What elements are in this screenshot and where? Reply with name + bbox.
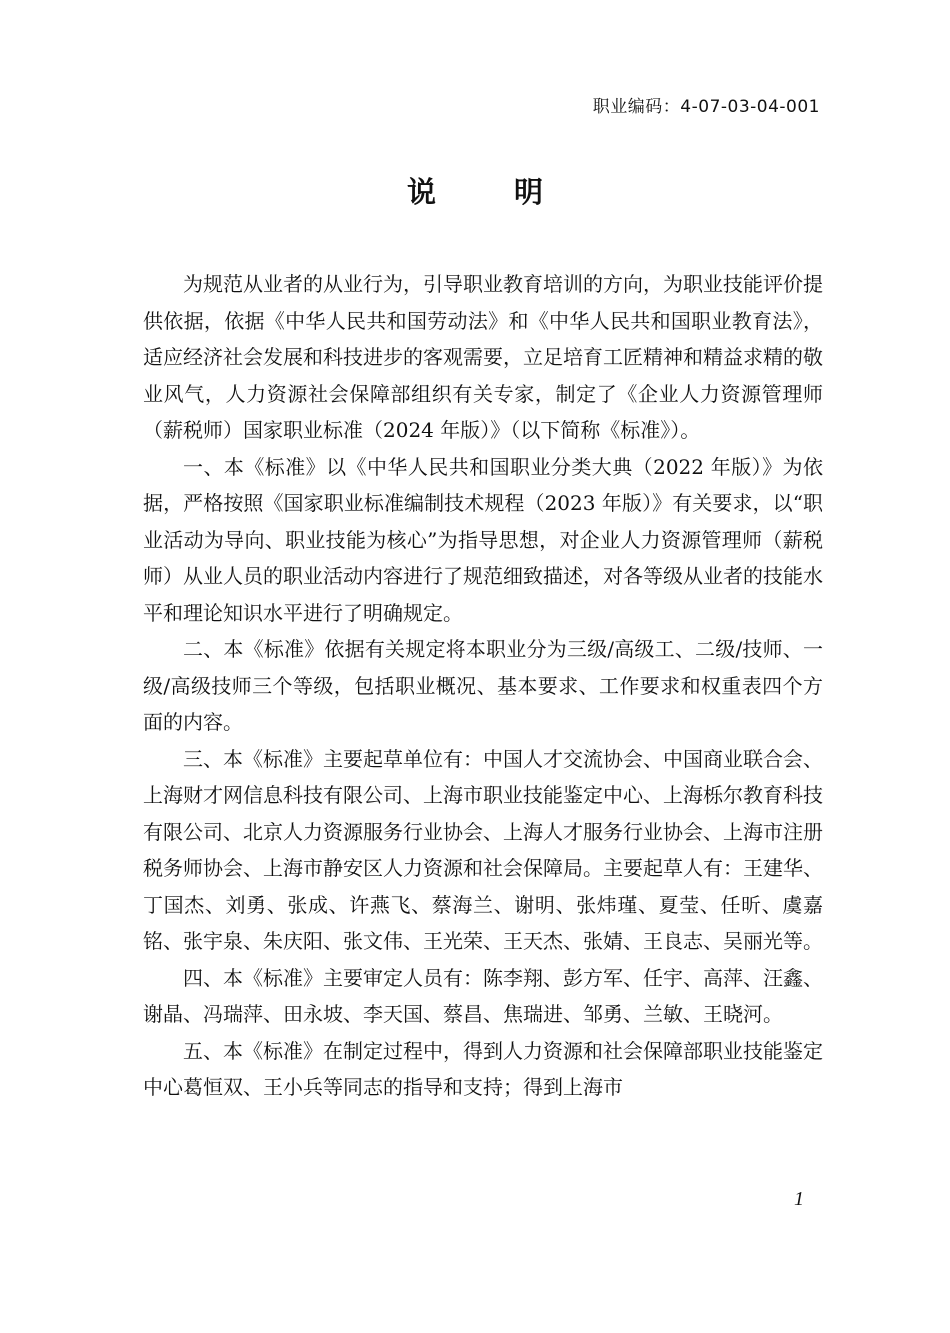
paragraph-2: 二、本《标准》依据有关规定将本职业分为三级/高级工、二级/技师、一级/高级技师三个等级，包括职业概况、基本要求、工作要求和权重表四个方面的内容。 xyxy=(143,637,823,734)
paragraph-3: 三、本《标准》主要起草单位有：中国人才交流协会、中国商业联合会、上海财才网信息科技有限公司、上海市职业技能鉴定中心、上海栎尔教育科技有限公司、北京人力资源服务行业协会、上海人才服务行业协会、上海市注册税务师协会、上海市静安区人力资源和社会保障局。主要起草人有：王建华、丁国杰、刘勇、张成、许燕飞、蔡海兰、谢明、张炜瑾、夏莹、任昕、虞嘉铭、张宇泉、朱庆阳、张文伟、王光荣、王天杰、张婧、王良志、吴丽光等。 xyxy=(143,746,823,953)
paragraph-5: 五、本《标准》在制定过程中，得到人力资源和社会保障部职业技能鉴定中心葛恒双、王小兵等同志的指导和支持；得到上海市 xyxy=(143,1038,823,1099)
title-char-2: 明 xyxy=(514,175,544,209)
paragraph-1: 一、本《标准》以《中华人民共和国职业分类大典（2022 年版）》为依据，严格按照《国家职业标准编制技术规程（2023 年版）》有关要求，以“职业活动为导向、职业技能为核心”为指导思想，对企业人力资源管理师（薪税师）从业人员的职业活动内容进行了规范细致描述，对各等级从业者的技能水平和理论知识水平进行了明确规定。 xyxy=(143,454,823,625)
occupation-code: 职业编码：4-07-03-04-001 xyxy=(592,97,820,117)
body-text xyxy=(143,266,823,1106)
page-title xyxy=(0,170,950,211)
title-char-1: 说 xyxy=(406,175,436,209)
page-number: 1 xyxy=(794,1188,804,1210)
paragraph-4: 四、本《标准》主要审定人员有：陈李翔、彭方军、任宇、高萍、汪鑫、谢晶、冯瑞萍、田永坡、李天国、蔡昌、焦瑞进、邹勇、兰敏、王晓河。 xyxy=(143,965,823,1026)
paragraph-intro: 为规范从业者的从业行为，引导职业教育培训的方向，为职业技能评价提供依据，依据《中华人民共和国劳动法》和《中华人民共和国职业教育法》，适应经济社会发展和科技进步的客观需要，立足培育工匠精神和精益求精的敬业风气，人力资源社会保障部组织有关专家，制定了《企业人力资源管理师（薪税师）国家职业标准（2024 年版）》（以下简称《标准》）。 xyxy=(143,272,823,442)
